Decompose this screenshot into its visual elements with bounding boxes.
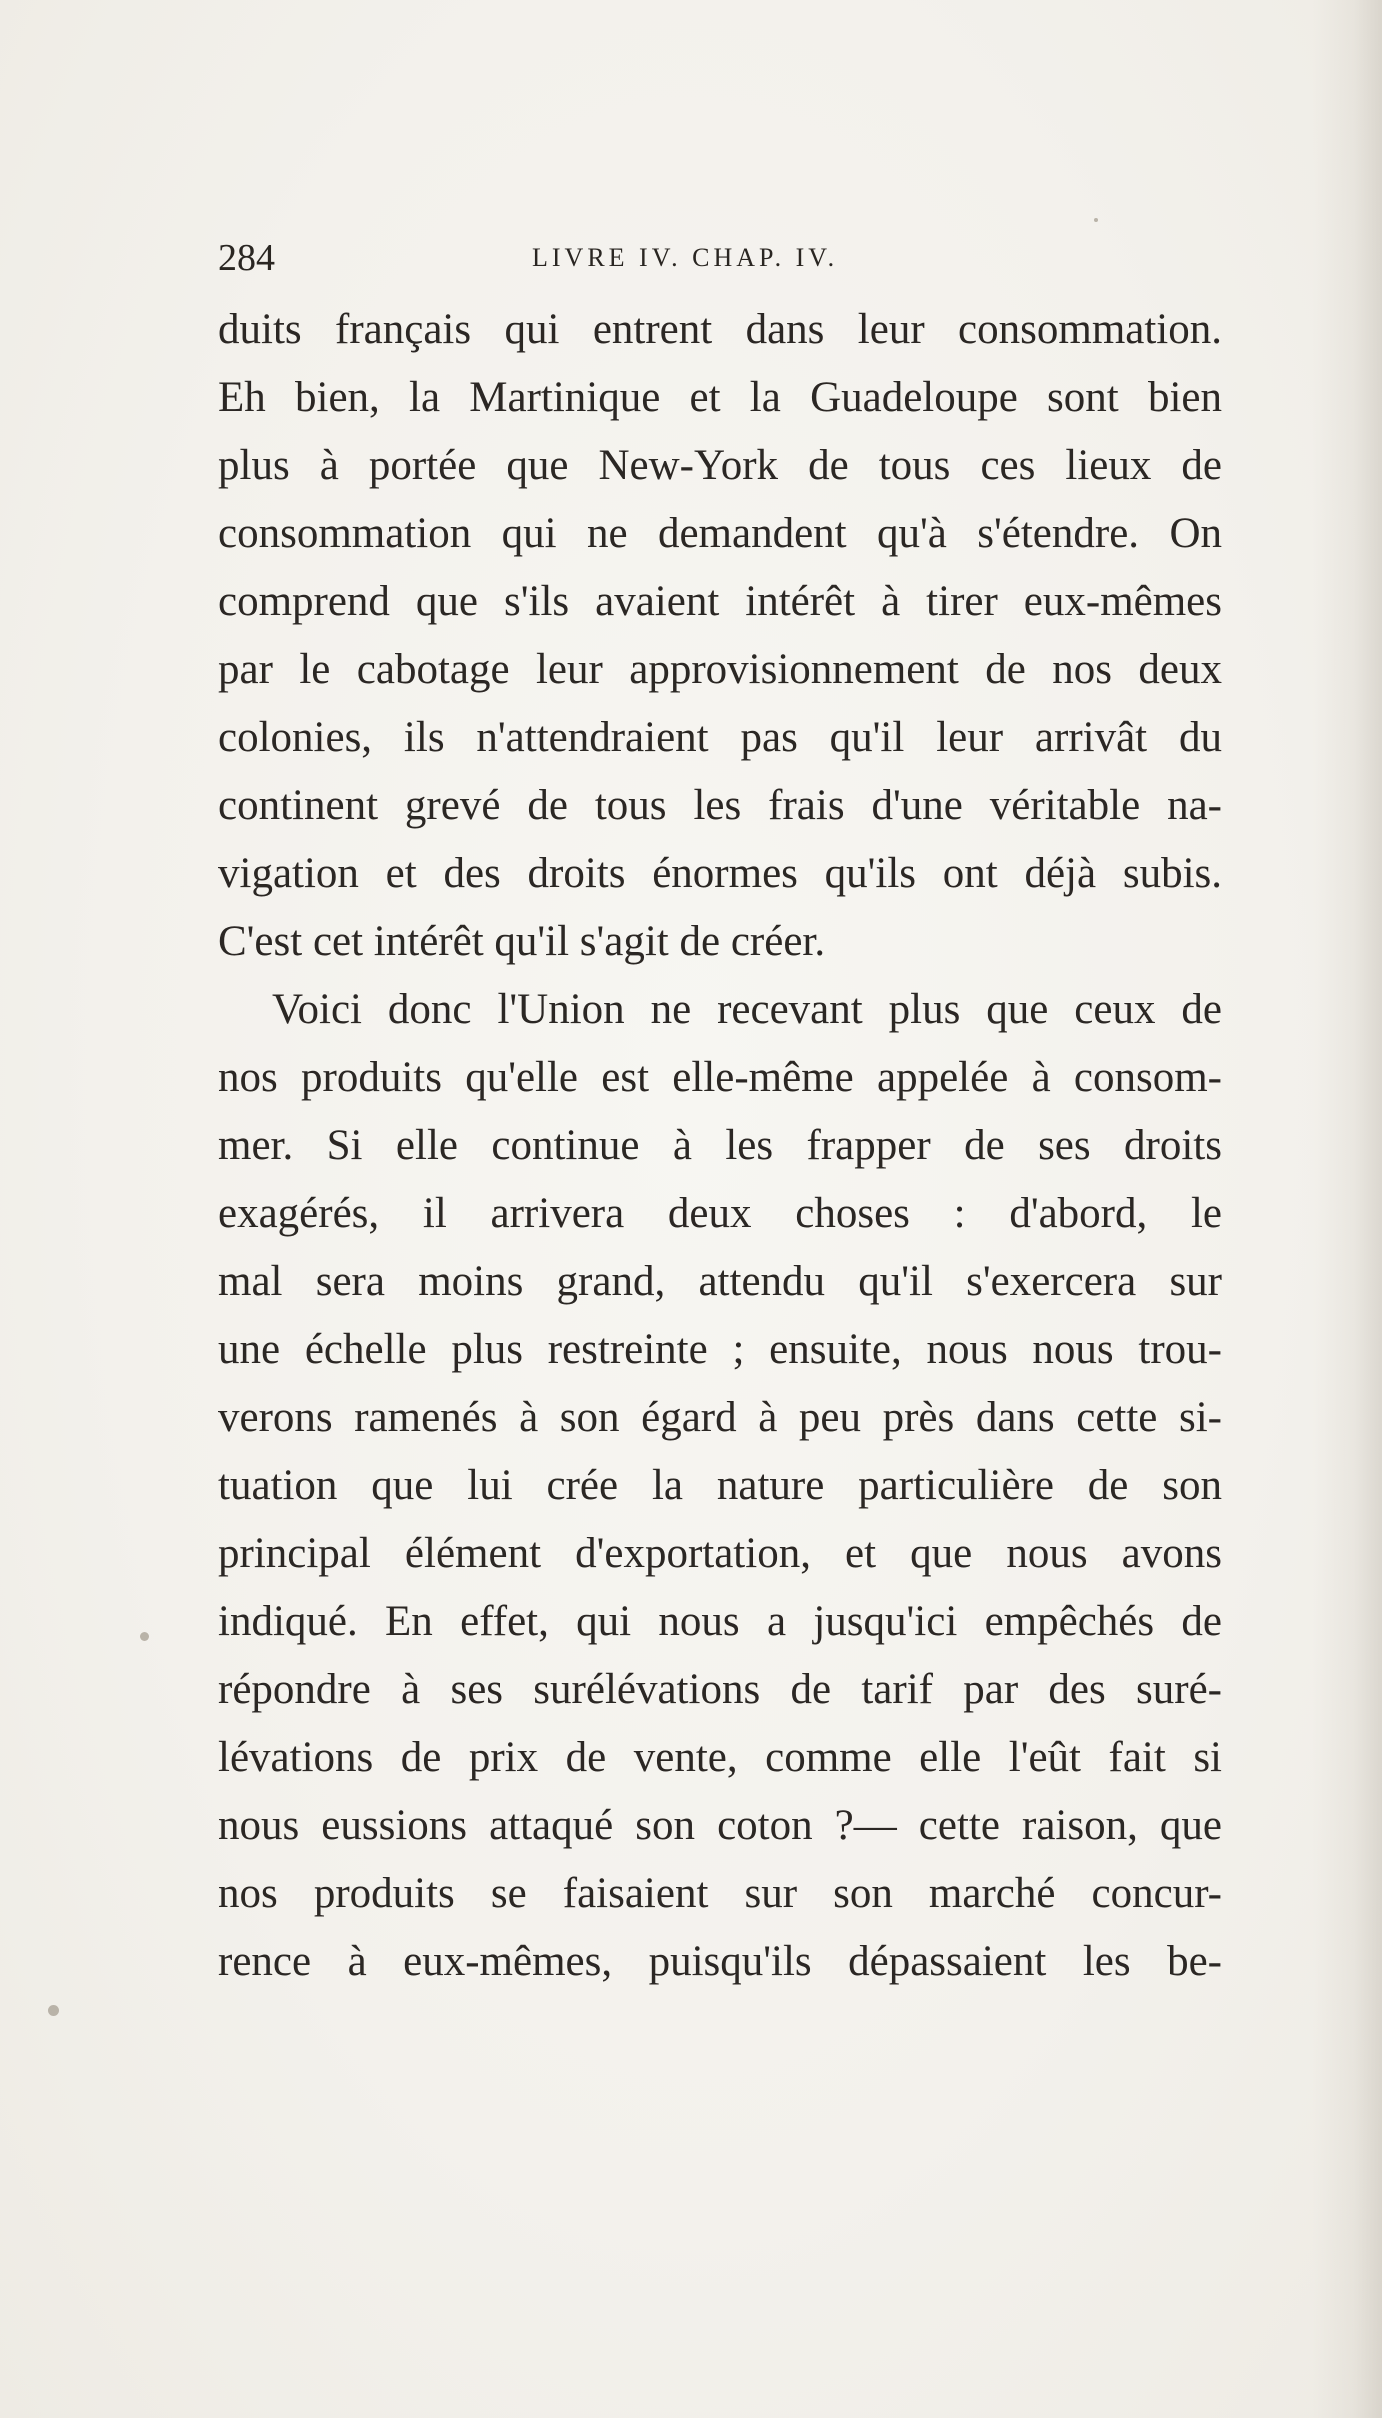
text-line: tuation que lui crée la nature particulière de son [218,1462,1222,1509]
text-line: comprend que s'ils avaient intérêt à tirer eux-mêmes [218,578,1222,625]
running-head: LIVRE IV. CHAP. IV. [532,243,839,272]
text-line: rence à eux-mêmes, puisqu'ils dépassaient les be- [218,1938,1222,1985]
paper-speck [48,2005,59,2016]
text-line: mer. Si elle continue à les frapper de ses droits [218,1122,1222,1169]
text-line: indiqué. En effet, qui nous a jusqu'ici empêchés de [218,1598,1222,1645]
text-line: continent grevé de tous les frais d'une véritable na- [218,782,1222,829]
text-line: Voici donc l'Union ne recevant plus que ceux de [272,986,1222,1033]
text-line: mal sera moins grand, attendu qu'il s'exercera sur [218,1258,1222,1305]
text-line: duits français qui entrent dans leur consommation. [218,306,1222,353]
paper-speck [140,1632,149,1641]
text-line: exagérés, il arrivera deux choses : d'abord, le [218,1190,1222,1237]
text-line: nos produits se faisaient sur son marché concur- [218,1870,1222,1917]
paper-speck [1094,218,1098,222]
page-header [218,228,1222,288]
text-line: plus à portée que New-York de tous ces lieux de [218,442,1222,489]
page-number: 284 [218,237,275,279]
text-line: une échelle plus restreinte ; ensuite, nous nous trou- [218,1326,1222,1373]
text-line: lévations de prix de vente, comme elle l'eût fait si [218,1734,1222,1781]
text-line: colonies, ils n'attendraient pas qu'il leur arrivât du [218,714,1222,761]
text-line: C'est cet intérêt qu'il s'agit de créer. [218,918,826,965]
page-edge-shadow [1312,0,1382,2418]
text-line: nous eussions attaqué son coton ?— cette raison, que [218,1802,1222,1849]
text-line: Eh bien, la Martinique et la Guadeloupe sont bien [218,374,1222,421]
text-line: principal élément d'exportation, et que nous avons [218,1530,1222,1577]
text-line: vigation et des droits énormes qu'ils ont déjà subis. [218,850,1222,897]
text-line: consommation qui ne demandent qu'à s'étendre. On [218,510,1222,557]
text-line: verons ramenés à son égard à peu près dans cette si- [218,1394,1222,1441]
body-text [218,296,1222,1996]
text-line: nos produits qu'elle est elle-même appelée à consom- [218,1054,1222,1101]
text-line: par le cabotage leur approvisionnement de nos deux [218,646,1222,693]
text-line: répondre à ses surélévations de tarif par des suré- [218,1666,1222,1713]
